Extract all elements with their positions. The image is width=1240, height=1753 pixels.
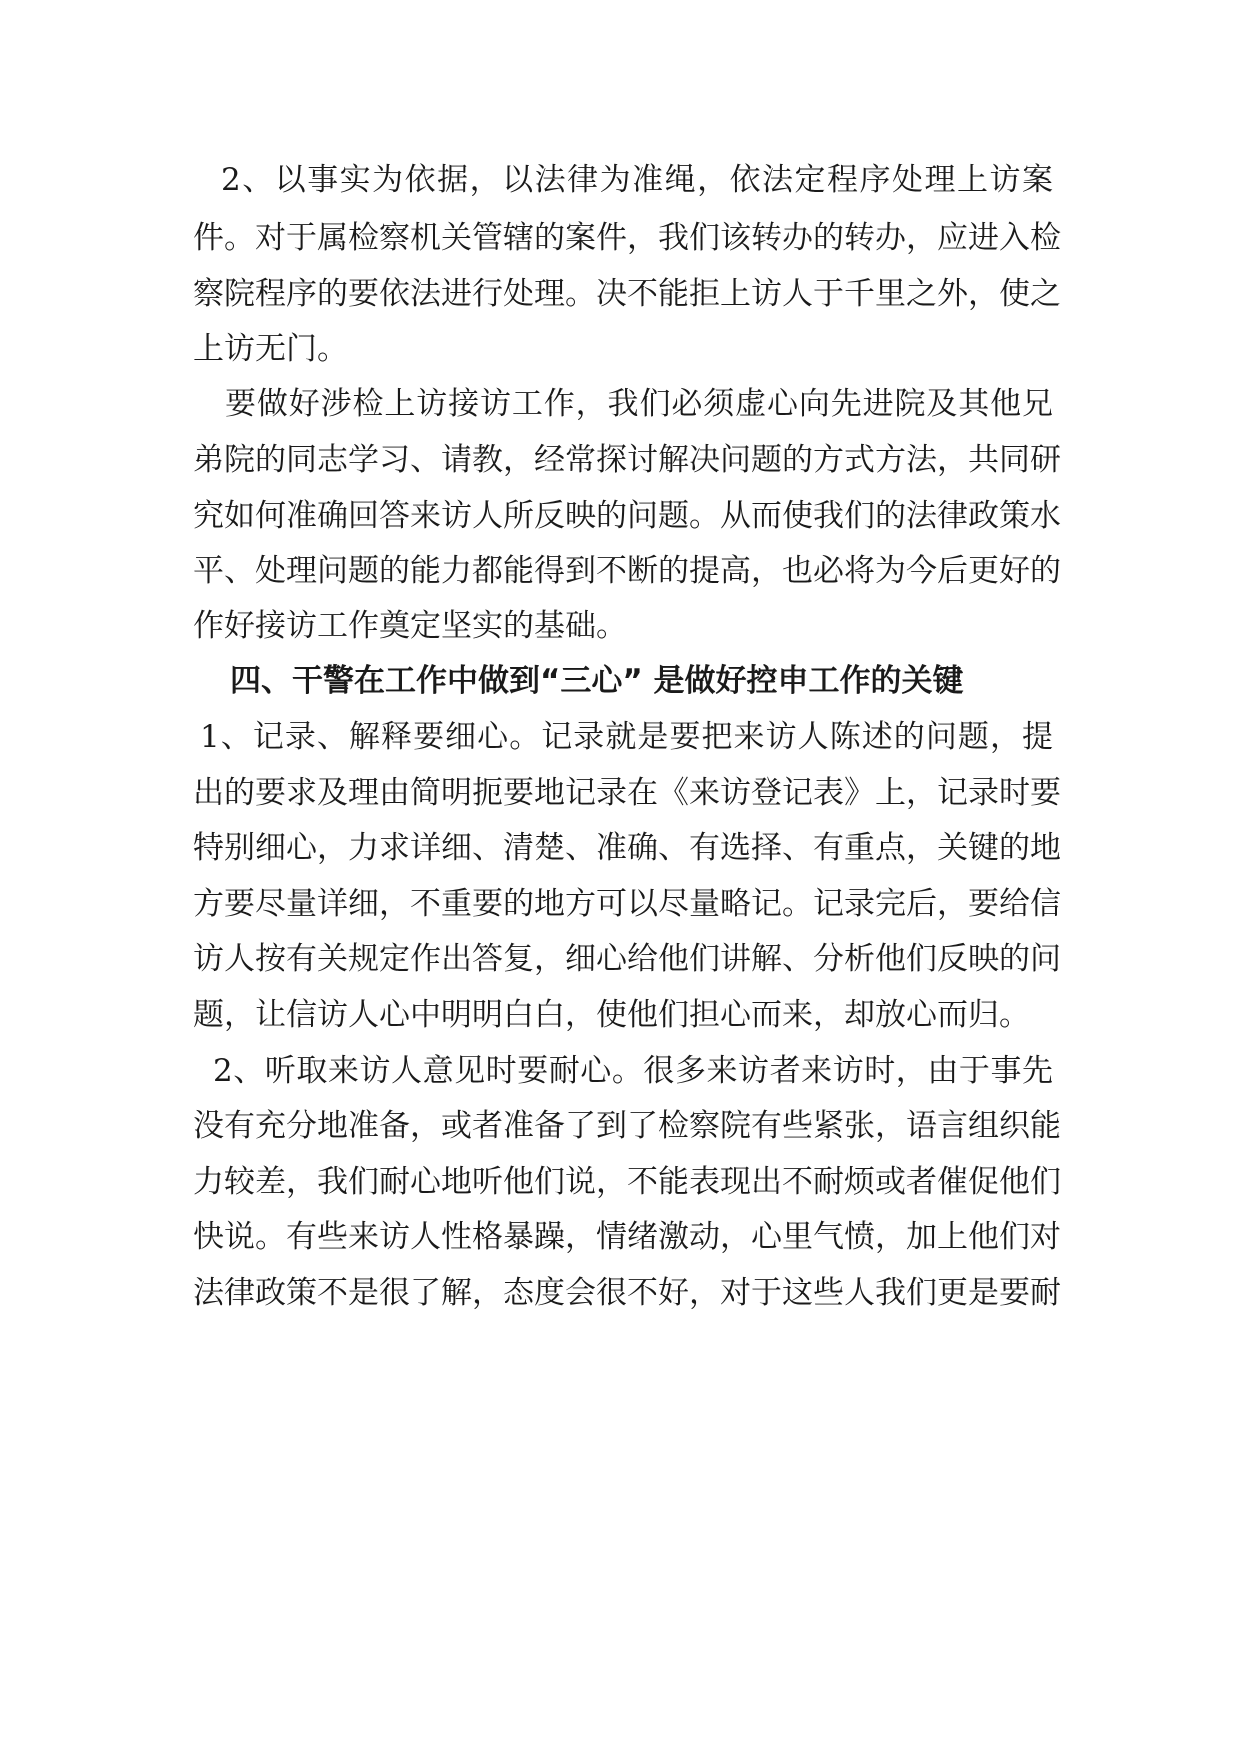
paragraph-line: 平、处理问题的能力都能得到不断的提高，也必将为今后更好的: [193, 553, 1061, 589]
paragraph-line: 弟院的同志学习、请教，经常探讨解决问题的方式方法，共同研: [193, 442, 1061, 478]
paragraph-line: 上访无门。: [193, 331, 348, 367]
paragraph-line: 2、听取来访人意见时要耐心。很多来访者来访时，由于事先: [213, 1053, 1053, 1089]
paragraph-line: 访人按有关规定作出答复，细心给他们讲解、分析他们反映的问: [193, 941, 1061, 977]
paragraph-line: 1、记录、解释要细心。记录就是要把来访人陈述的问题，提: [200, 719, 1053, 755]
paragraph-line: 要做好涉检上访接访工作，我们必须虚心向先进院及其他兄: [225, 386, 1053, 422]
paragraph-line: 力较差，我们耐心地听他们说，不能表现出不耐烦或者催促他们: [193, 1164, 1061, 1200]
paragraph-line: 方要尽量详细，不重要的地方可以尽量略记。记录完后，要给信: [193, 886, 1061, 922]
paragraph-line: 法律政策不是很了解，态度会很不好，对于这些人我们更是要耐: [193, 1275, 1061, 1311]
paragraph-line: 没有充分地准备，或者准备了到了检察院有些紧张，语言组织能: [193, 1108, 1061, 1144]
paragraph-line: 题，让信访人心中明明白白，使他们担心而来，却放心而归。: [193, 997, 1030, 1033]
paragraph-line: 究如何准确回答来访人所反映的问题。从而使我们的法律政策水: [193, 498, 1061, 534]
paragraph-line: 出的要求及理由简明扼要地记录在《来访登记表》上，记录时要: [193, 775, 1061, 811]
paragraph-line: 特别细心，力求详细、清楚、准确、有选择、有重点，关键的地: [193, 830, 1061, 866]
section-heading: 四、干警在工作中做到“三心” 是做好控申工作的关键: [230, 663, 964, 699]
paragraph-line: 2、以事实为依据，以法律为准绳，依法定程序处理上访案: [221, 162, 1053, 198]
paragraph-line: 快说。有些来访人性格暴躁，情绪激动，心里气愤，加上他们对: [193, 1219, 1061, 1255]
paragraph-line: 件。对于属检察机关管辖的案件，我们该转办的转办，应进入检: [193, 220, 1061, 256]
paragraph-line: 察院程序的要依法进行处理。决不能拒上访人于千里之外，使之: [193, 276, 1061, 312]
paragraph-line: 作好接访工作奠定坚实的基础。: [193, 608, 627, 644]
